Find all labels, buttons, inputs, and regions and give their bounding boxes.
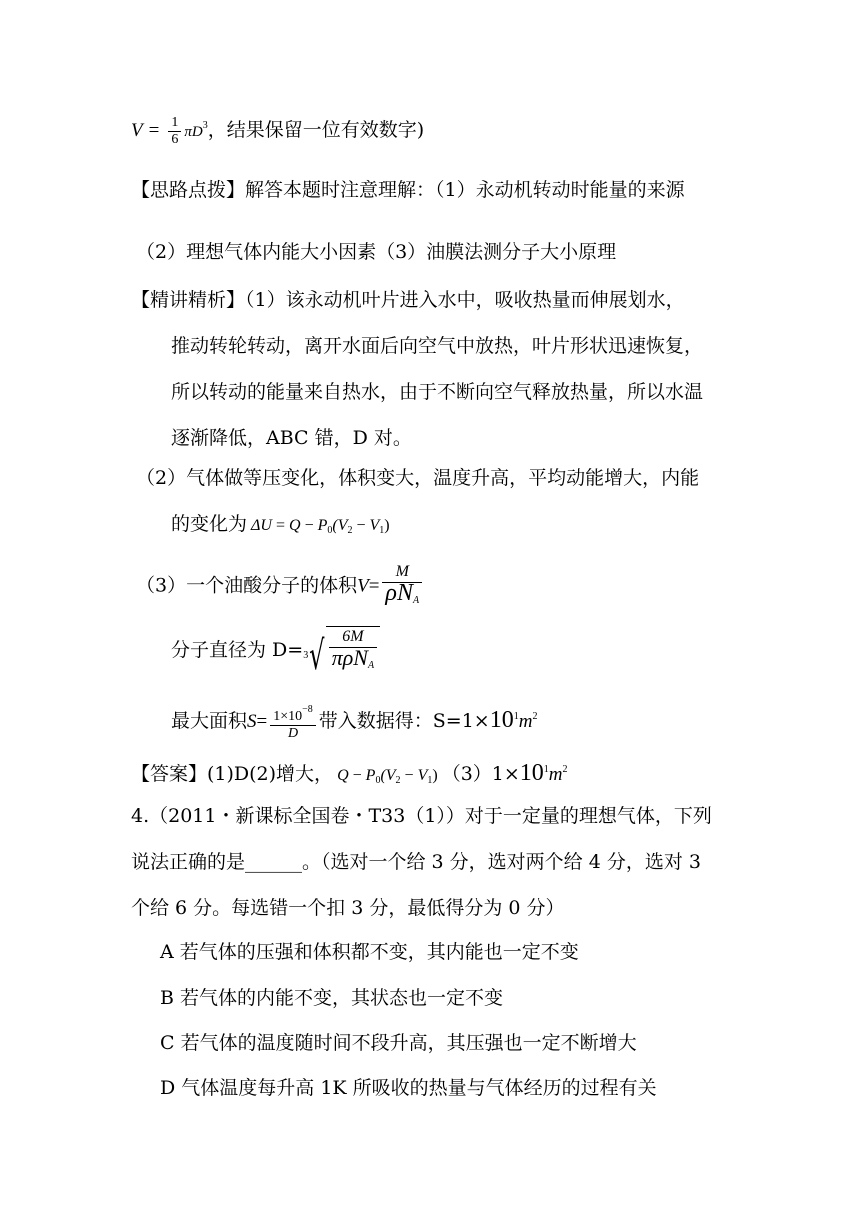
formula-volume-line [131,114,424,148]
line13-head: 【答案】(1)D(2)增大， [131,763,334,785]
line12-mid: 带入数据得：S=1× [318,710,490,732]
question-4-line-3: 个给 6 分。每选错一个扣 3 分，最低得分为 0 分） [131,897,565,919]
sub-zero: 0 [327,525,333,536]
var-v2: (V [332,517,348,534]
one-times-ten: 1×10 [273,709,303,724]
numerator-m: M [382,562,422,583]
exp-1: 1 [513,711,519,722]
exp-neg8: −8 [302,704,313,715]
sub-two: 2 [347,525,353,536]
max-area-line [171,702,537,742]
minus: − [356,517,366,534]
sub-zero: 0 [375,775,381,786]
denominator-rho-na [382,580,422,611]
ten: 10 [519,760,544,786]
line13-mid: （3）1× [441,763,520,785]
rho-n: ρN [385,580,413,606]
line11-head: 分子直径为 D= [171,639,304,661]
denominator: 6 [171,131,179,147]
cube-root [303,626,380,679]
fraction-one-sixth [168,115,181,148]
fraction-s [270,702,316,742]
minus: − [352,767,362,784]
exp-2: 2 [532,711,538,722]
root-symbol: √ [309,633,325,679]
var-v: V [131,120,143,141]
close-paren: ) [432,767,438,784]
denominator-pi-rho-na [329,645,377,676]
numerator: 1 [168,115,181,132]
equals: = [256,711,268,732]
sub-a: A [367,660,375,671]
pi-d: πD [184,124,203,140]
question-4-line-2: 说法正确的是______。（选对一个给 3 分，选对两个给 4 分，选对 3 [131,851,701,873]
analysis-line-5: （2）气体做等压变化，体积变大，温度升高，平均动能增大，内能 [136,467,700,489]
option-d: D 气体温度每升高 1K 所吸收的热量与气体经历的过程有关 [160,1077,657,1099]
var-s: S [247,711,257,732]
cube-exponent: 3 [202,120,208,131]
option-a: A 若气体的压强和体积都不变，其内能也一定不变 [160,941,579,963]
diameter-line [171,626,380,679]
var-v1: V [369,517,380,534]
analysis-line-2: 推动转轮转动，离开水面后向空气中放热，叶片形状迅速恢复， [171,335,704,357]
sub-one: 1 [427,775,433,786]
var-q: Q [337,767,349,784]
fraction-m-rho-na [382,562,422,611]
hint-line-1: 【思路点拨】解答本题时注意理解：（1）永动机转动时能量的来源 [131,179,685,201]
line10-head: （3）一个油酸分子的体积 [136,574,358,597]
line1-tail: ，结果保留一位有效数字) [207,119,425,141]
answer-line [131,758,568,793]
line9-head: 的变化为 [171,513,248,535]
question-4-line-1: 4.（2011・新课标全国卷・T33（1））对于一定量的理想气体，下列 [131,805,712,827]
numerator-s [270,702,316,726]
var-v: V [357,575,369,597]
root-index: 3 [303,650,309,661]
radicand [326,626,380,676]
delta-u: ΔU [251,517,272,534]
option-b: B 若气体的内能不变，其状态也一定不变 [160,987,504,1009]
unit-m: m [548,764,563,785]
line12-head: 最大面积 [171,710,248,732]
close-paren: ) [384,517,390,534]
var-v1: V [417,767,428,784]
var-v2: (V [380,767,396,784]
analysis-line-4: 逐渐降低，ABC 错，D 对。 [171,427,412,449]
equals: = [275,517,285,534]
fraction-6m [329,627,377,676]
exp-2: 2 [562,764,568,775]
analysis-line-3: 所以转动的能量来自热水，由于不断向空气释放热量，所以水温 [171,381,704,403]
analysis-line-1: 【精讲精析】（1）该永动机叶片进入水中，吸收热量而伸展划水， [131,289,685,311]
numerator-6m: 6M [329,627,377,648]
sub-a: A [412,595,420,606]
var-q: Q [289,517,301,534]
denominator-d: D [287,726,299,741]
minus: − [304,517,314,534]
hint-line-2: （2）理想气体内能大小因素（3）油膜法测分子大小原理 [136,241,617,263]
pi-rho-n: πρN [331,645,368,670]
var-p: P [317,517,328,534]
molecule-volume-line [136,562,425,611]
minus: − [404,767,414,784]
sub-one: 1 [379,525,385,536]
internal-energy-line [171,512,390,543]
sub-two: 2 [395,775,401,786]
equals: = [368,575,380,597]
var-p: P [365,767,376,784]
equals: = [148,120,160,141]
exp-1: 1 [543,764,549,775]
unit-m: m [518,711,533,732]
ten: 10 [489,707,514,733]
option-c: C 若气体的温度随时间不段升高，其压强也一定不断增大 [160,1032,637,1054]
